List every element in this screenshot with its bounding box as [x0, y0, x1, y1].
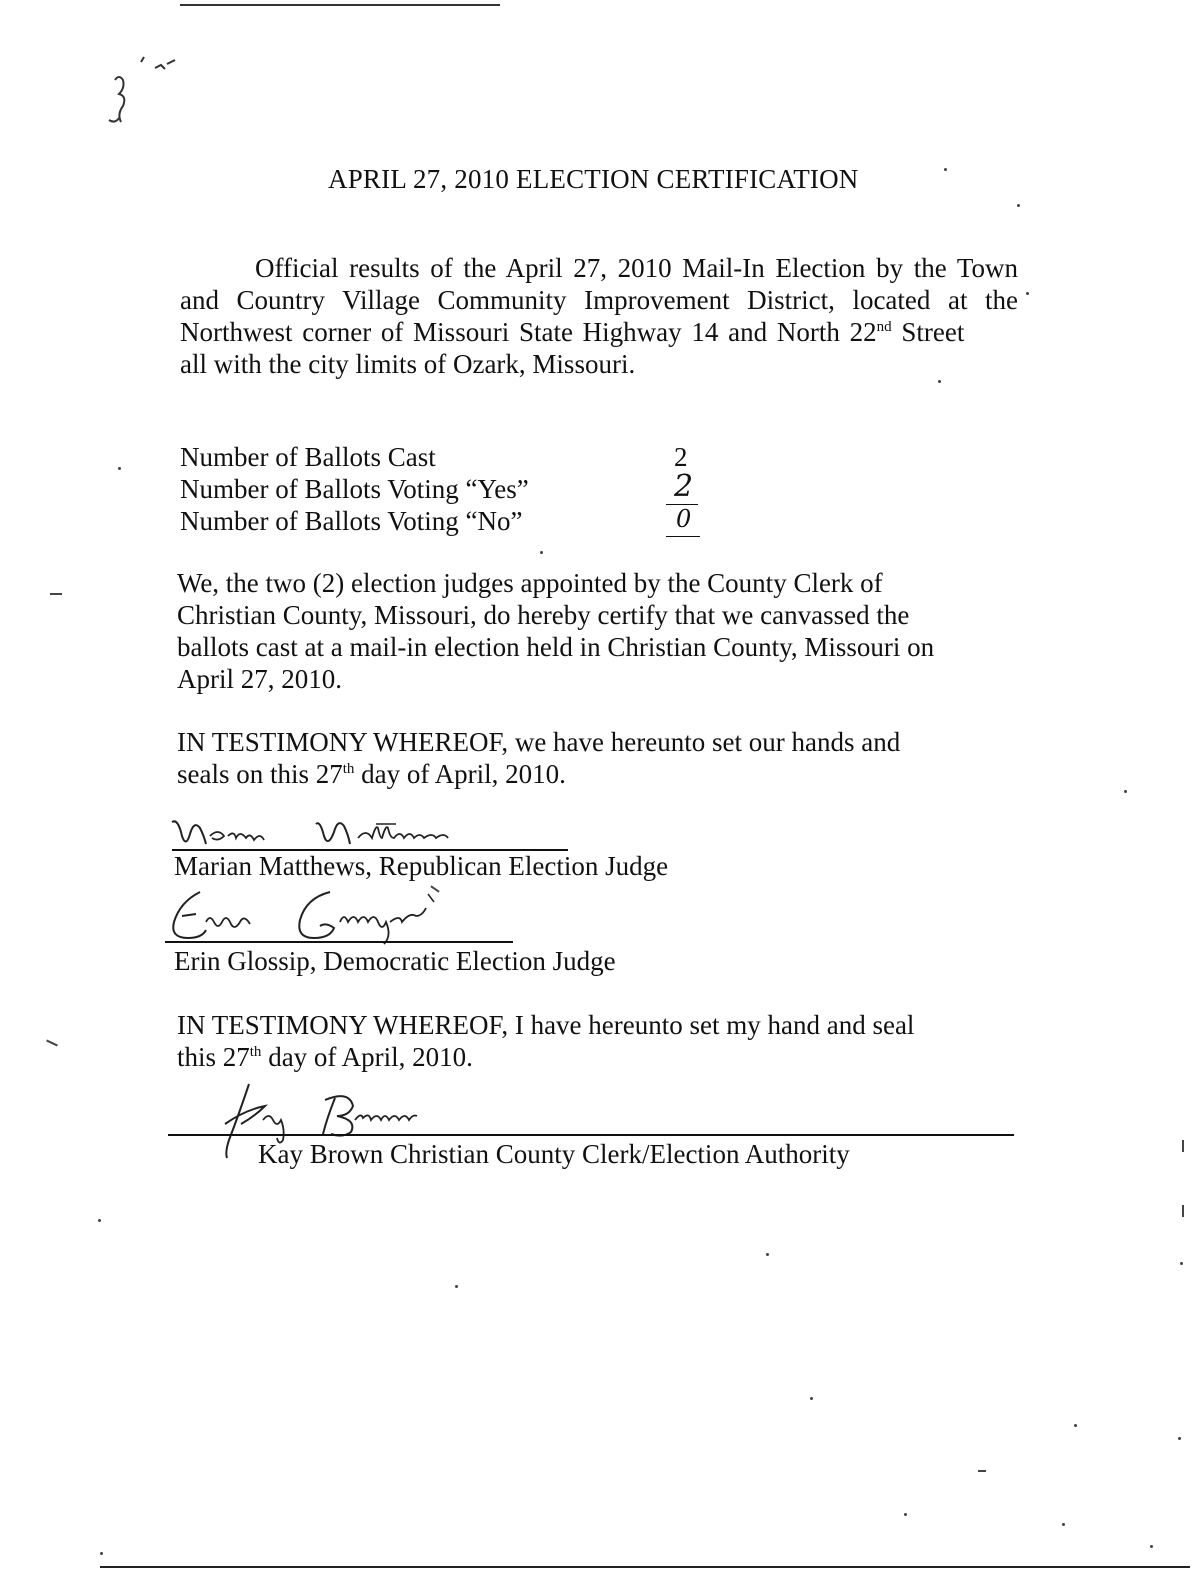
- stray-handwriting-mark: [95, 50, 205, 135]
- scan-speck: [1062, 1523, 1065, 1526]
- scan-speck: [118, 467, 121, 470]
- testimony-judges-superscript: th: [342, 761, 355, 777]
- intro-line-3: [180, 316, 1018, 348]
- testimony-clerk-line-2-tail: day of April, 2010.: [261, 1042, 473, 1072]
- clerk-caption: Kay Brown Christian County Clerk/Election Authority: [258, 1139, 850, 1169]
- tally-value-no: 0: [676, 505, 692, 533]
- intro-line-3-tail: Street: [891, 317, 965, 347]
- scan-speck: [938, 380, 941, 383]
- certify-line-1: We, the two (2) election judges appointed by the County Clerk of: [177, 568, 883, 598]
- scan-speck: [46, 1040, 58, 1047]
- clerk-signature-line: [168, 1134, 1014, 1136]
- scan-speck: [944, 168, 947, 171]
- testimony-clerk-line-2-text: this 27: [177, 1042, 250, 1072]
- scan-bottom-edge-line: [100, 1566, 1190, 1568]
- tally-label-cast: Number of Ballots Cast: [180, 442, 436, 472]
- intro-line-1: Official results of the April 27, 2010 Mail-In Election by the Town: [255, 253, 1018, 283]
- scan-speck: [1182, 1140, 1184, 1152]
- document-title: APRIL 27, 2010 ELECTION CERTIFICATION: [328, 164, 859, 194]
- certify-line-2: Christian County, Missouri, do hereby certify that we canvassed the: [177, 600, 910, 630]
- scan-speck: [100, 1552, 103, 1555]
- certify-line-3: ballots cast at a mail-in election held in Christian County, Missouri on: [177, 632, 935, 662]
- erin-glossip-signature: [160, 882, 520, 948]
- scan-speck: [904, 1513, 907, 1516]
- scan-speck: [1180, 1262, 1183, 1265]
- testimony-judges-line-2: [177, 758, 1037, 790]
- testimony-judges-line-2-tail: day of April, 2010.: [354, 759, 566, 789]
- testimony-paragraph-clerk: [177, 1009, 1037, 1073]
- scan-speck: [1150, 1545, 1153, 1548]
- judge1-caption: Marian Matthews, Republican Election Judge: [174, 851, 669, 881]
- judge2-signature-line: [165, 941, 513, 943]
- tally-value-yes: 2: [674, 469, 694, 504]
- tally-label-no: Number of Ballots Voting “No”: [180, 506, 523, 536]
- scan-speck: [540, 551, 543, 554]
- tally-value-cast: 2: [674, 442, 688, 472]
- testimony-judges-line-2-text: seals on this 27: [177, 759, 343, 789]
- scan-speck: [978, 1470, 986, 1472]
- testimony-judges-line-1: IN TESTIMONY WHEREOF, we have hereunto set our hands and: [177, 727, 901, 757]
- tally-no-underline: [666, 536, 700, 537]
- scan-speck: [1182, 1205, 1184, 1217]
- testimony-paragraph-judges: [177, 726, 1037, 790]
- scan-speck: [1178, 1437, 1181, 1440]
- intro-paragraph: [180, 252, 1018, 380]
- intro-line-4: all with the city limits of Ozark, Missouri.: [180, 349, 636, 379]
- intro-line-2: and Country Village Community Improvement District, located at the: [180, 285, 1018, 315]
- scan-speck: [50, 593, 62, 595]
- judge2-caption: Erin Glossip, Democratic Election Judge: [174, 946, 616, 976]
- scan-speck: [98, 1219, 101, 1222]
- scan-speck: [1124, 790, 1127, 793]
- certify-paragraph: [177, 567, 1037, 695]
- testimony-clerk-line-2: [177, 1041, 1037, 1073]
- certify-line-4: April 27, 2010.: [177, 664, 342, 694]
- scan-speck: [1017, 204, 1020, 207]
- scan-speck: [810, 1397, 813, 1400]
- scan-speck: [766, 1253, 769, 1256]
- testimony-clerk-line-1: IN TESTIMONY WHEREOF, I have hereunto set my hand and seal: [177, 1010, 915, 1040]
- intro-superscript: nd: [876, 319, 892, 335]
- scan-speck: [1074, 1424, 1077, 1427]
- intro-line-3-text: Northwest corner of Missouri State Highway 14 and North 22: [180, 317, 877, 347]
- scan-speck: [455, 1285, 458, 1288]
- tally-label-yes: Number of Ballots Voting “Yes”: [180, 474, 529, 504]
- scan-speck: [1026, 292, 1029, 295]
- testimony-clerk-superscript: th: [249, 1044, 262, 1060]
- scan-edge-line: [180, 4, 500, 6]
